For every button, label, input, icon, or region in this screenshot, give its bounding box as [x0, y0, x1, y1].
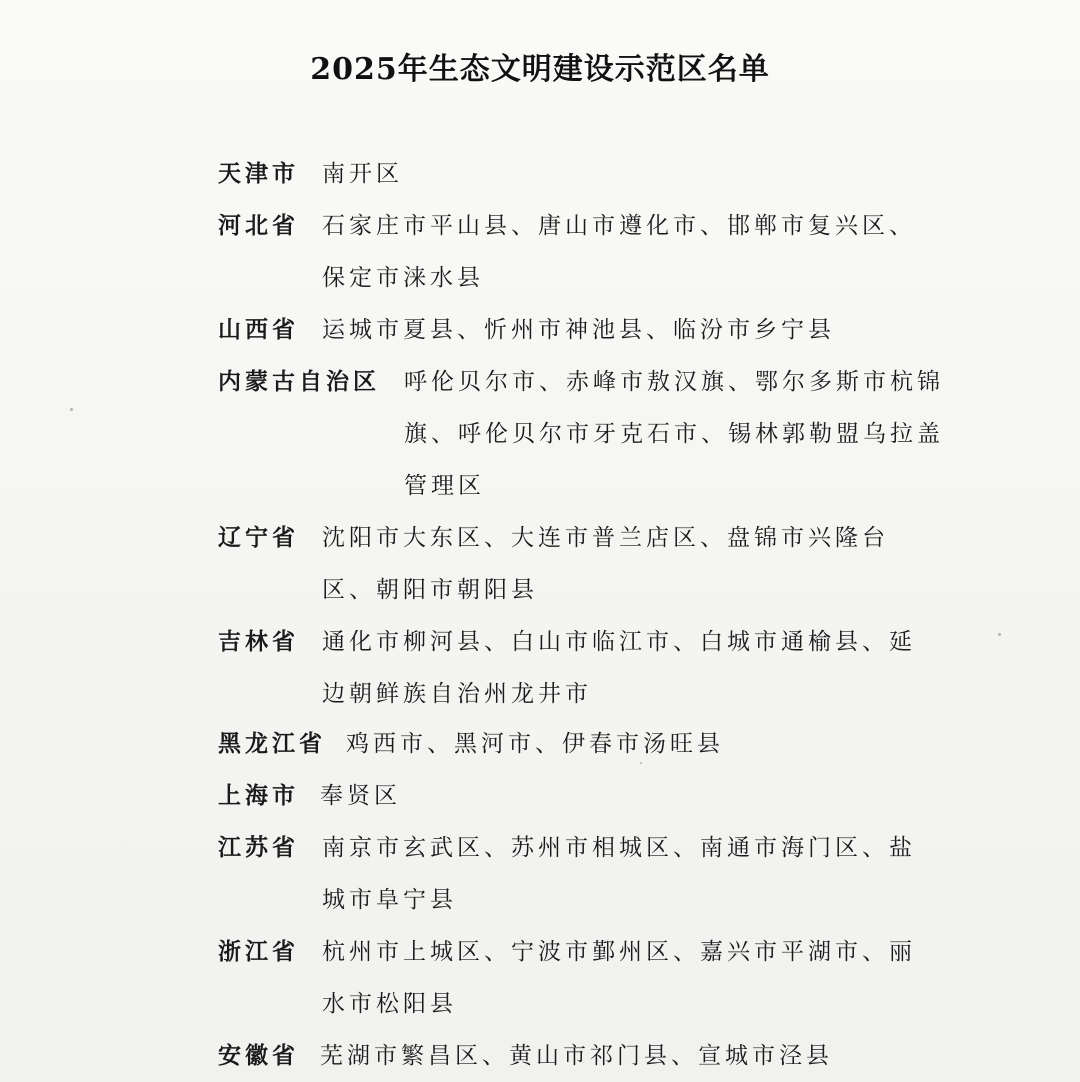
province-label: 浙江省 — [218, 939, 299, 965]
province-label: 江苏省 — [218, 835, 299, 861]
district-list: 沈阳市大东区、大连市普兰店区、盘锦市兴隆台区、朝阳市朝阳县 — [322, 525, 889, 603]
district-list: 南京市玄武区、苏州市相城区、南通市海门区、盐城市阜宁县 — [322, 835, 916, 913]
district-list: 呼伦贝尔市、赤峰市敖汉旗、鄂尔多斯市杭锦旗、呼伦贝尔市牙克石市、锡林郭勒盟乌拉盖管理区 — [404, 369, 944, 499]
district-list: 鸡西市、黑河市、伊春市汤旺县 — [346, 731, 724, 757]
province-label: 吉林省 — [218, 629, 299, 655]
province-label: 山西省 — [218, 317, 299, 343]
province-label: 河北省 — [218, 213, 299, 239]
province-label: 安徽省 — [218, 1043, 299, 1069]
province-label: 天津市 — [218, 161, 299, 187]
district-list: 运城市夏县、忻州市神池县、临汾市乡宁县 — [322, 317, 835, 343]
scan-speck — [70, 408, 73, 411]
district-list: 通化市柳河县、白山市临江市、白城市通榆县、延边朝鲜族自治州龙井市 — [322, 629, 916, 707]
province-label: 内蒙古自治区 — [218, 369, 380, 395]
district-list: 奉贤区 — [320, 783, 401, 809]
district-list: 芜湖市繁昌区、黄山市祁门县、宣城市泾县 — [320, 1043, 833, 1069]
province-label: 辽宁省 — [218, 525, 299, 551]
district-list: 石家庄市平山县、唐山市遵化市、邯郸市复兴区、保定市涞水县 — [322, 213, 916, 291]
district-list: 南开区 — [322, 161, 403, 187]
province-label: 黑龙江省 — [218, 731, 326, 757]
province-label: 上海市 — [218, 783, 299, 809]
district-list: 杭州市上城区、宁波市鄞州区、嘉兴市平湖市、丽水市松阳县 — [322, 939, 916, 1017]
document-title: 2025年生态文明建设示范区名单 — [310, 52, 770, 87]
scan-speck — [998, 633, 1001, 636]
